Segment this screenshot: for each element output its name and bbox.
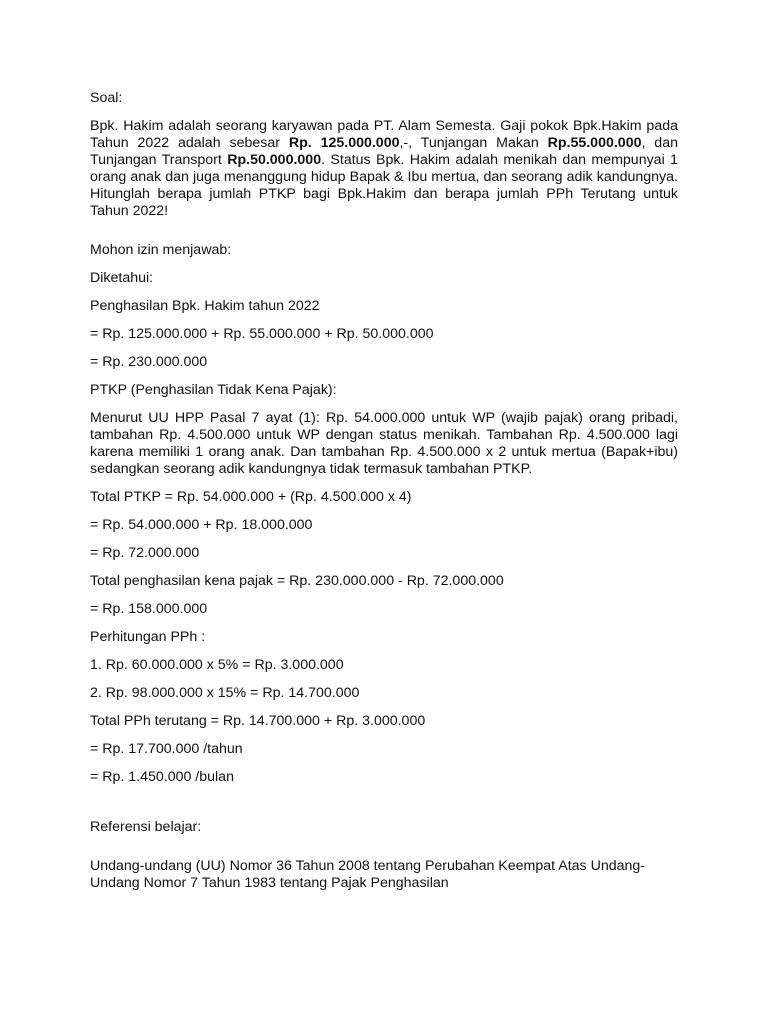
- question-heading: Soal:: [90, 90, 123, 106]
- pph-total: Total PPh terutang = Rp. 14.700.000 + Rp. 3.000.000: [90, 713, 426, 729]
- income-result: = Rp. 230.000.000: [90, 354, 208, 370]
- question-paragraph: [90, 118, 678, 220]
- question-text-3: , dan Tunjangan Transport: [90, 135, 678, 168]
- gaji-amount: Rp. 125.000.000: [288, 135, 400, 151]
- answer-intro: Mohon izin menjawab:: [90, 242, 232, 258]
- question-text-4: . Status Bpk. Hakim adalah menikah dan mempunyai 1 orang anak dan juga menanggung hidup Bapak & Ibu mertua, dan seorang adik kandungnya. Hitunglah berapa jumlah PTKP bagi Bpk.Hakim dan berapa jumlah PPh Terutang untuk Tahun 2022!: [90, 152, 678, 219]
- ptkp-result: = Rp. 72.000.000: [90, 545, 200, 561]
- known-heading: Diketahui:: [90, 270, 154, 286]
- ptkp-calc: = Rp. 54.000.000 + Rp. 18.000.000: [90, 517, 313, 533]
- ptkp-explanation: Menurut UU HPP Pasal 7 ayat (1): Rp. 54.000.000 untuk WP (wajib pajak) orang pribadi, tambahan Rp. 4.500.000 untuk WP dengan status menikah. Tambahan Rp. 4.500.000 lagi karena memiliki 1 orang anak. Dan tambahan Rp. 4.500.000 x 2 untuk mertua (Bapak+ibu) sedangkan seorang adik kandungnya tidak termasuk tambahan PTKP.: [90, 410, 678, 477]
- pph-step-1: 1. Rp. 60.000.000 x 5% = Rp. 3.000.000: [90, 657, 344, 673]
- ptkp-title: PTKP (Penghasilan Tidak Kena Pajak):: [90, 382, 337, 398]
- income-calc: = Rp. 125.000.000 + Rp. 55.000.000 + Rp. 50.000.000: [90, 326, 434, 342]
- reference-heading: Referensi belajar:: [90, 819, 202, 835]
- pph-per-year: = Rp. 17.700.000 /tahun: [90, 741, 243, 757]
- pph-title: Perhitungan PPh :: [90, 629, 206, 645]
- ptkp-total: Total PTKP = Rp. 54.000.000 + (Rp. 4.500.000 x 4): [90, 489, 412, 505]
- pph-step-2: 2. Rp. 98.000.000 x 15% = Rp. 14.700.000: [90, 685, 360, 701]
- reference-text: Undang-undang (UU) Nomor 36 Tahun 2008 tentang Perubahan Keempat Atas Undang-Undang Nomor 7 Tahun 1983 tentang Pajak Penghasilan: [90, 858, 646, 891]
- document-page: [90, 90, 678, 903]
- pph-per-month: = Rp. 1.450.000 /bulan: [90, 769, 234, 785]
- taxable-title: Total penghasilan kena pajak = Rp. 230.000.000 - Rp. 72.000.000: [90, 573, 504, 589]
- transport-amount: Rp.50.000.000: [227, 152, 322, 168]
- question-text-1: Bpk. Hakim adalah seorang karyawan pada PT. Alam Semesta. Gaji pokok Bpk.Hakim pada Tahun 2022 adalah sebesar: [90, 118, 678, 151]
- income-title: Penghasilan Bpk. Hakim tahun 2022: [90, 298, 320, 314]
- makan-amount: Rp.55.000.000: [547, 135, 642, 151]
- taxable-result: = Rp. 158.000.000: [90, 601, 208, 617]
- question-text-2: ,-, Tunjangan Makan: [399, 135, 548, 151]
